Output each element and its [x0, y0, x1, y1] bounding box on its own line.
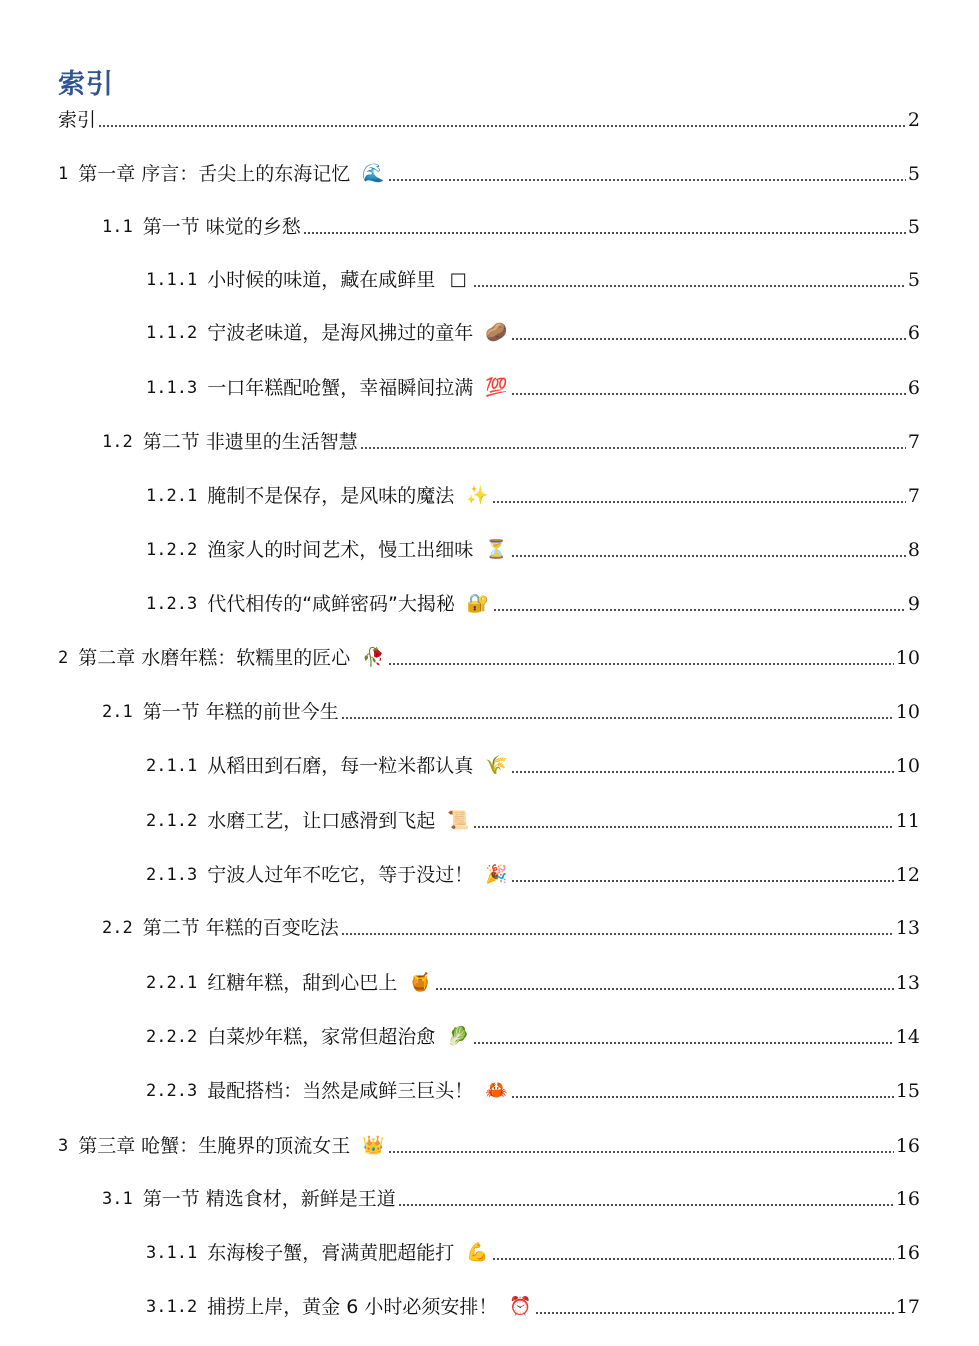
crown-icon: 👑 [362, 1135, 385, 1156]
toc-entry-number: 3.1 [102, 1189, 133, 1209]
toc-entry-page-number: 13 [895, 917, 920, 939]
toc-entry-number: 1.1.1 [146, 270, 198, 290]
toc-entry-title: 东海梭子蟹，膏满黄肥超能打 [207, 1242, 455, 1264]
toc-entry-page-number: 8 [907, 539, 920, 561]
toc-entry-number: 1.1.3 [146, 378, 198, 398]
toc-entry[interactable] [146, 965, 920, 995]
dot-leader [493, 609, 906, 611]
flower-icon: 🥀 [362, 647, 385, 668]
toc-entry-page-number: 5 [907, 269, 920, 291]
toc-entry-number: 2.2 [102, 918, 133, 938]
dot-leader [360, 447, 906, 449]
toc-entry-page-number: 6 [907, 377, 920, 399]
sparkles-icon: ✨ [466, 485, 489, 506]
toc-entry[interactable] [146, 315, 920, 345]
toc-entry[interactable] [146, 586, 920, 616]
toc-entry-title: 红糖年糕，甜到心巴上 [207, 972, 398, 994]
dot-leader [492, 1258, 894, 1260]
scroll-icon: 📜 [447, 810, 470, 831]
toc-entry[interactable] [146, 370, 920, 400]
dot-leader [535, 1312, 893, 1314]
dot-leader [388, 179, 906, 181]
toc-entry-title: 从稻田到石磨，每一粒米都认真 [207, 755, 474, 777]
toc-entry-title: 小时候的味道，藏在咸鲜里 [207, 269, 436, 291]
toc-entry-title: 腌制不是保存，是风味的魔法 [207, 485, 455, 507]
toc-entry-title: 渔家人的时间艺术，慢工出细味 [207, 539, 474, 561]
wave-icon: 🌊 [362, 163, 385, 184]
toc-entry-title: 第一章 序言：舌尖上的东海记忆 [78, 163, 351, 185]
toc-entry-number: 1.2.2 [146, 540, 198, 560]
dot-leader [303, 232, 906, 234]
toc-entry-title: 白菜炒年糕，家常但超治愈 [207, 1026, 436, 1048]
crab-icon: 🦀 [485, 1080, 508, 1101]
toc-entry-title: 第一节 年糕的前世今生 [142, 701, 339, 723]
toc-entry[interactable] [102, 1181, 920, 1211]
toc-entry-title: 宁波老味道，是海风拂过的童年 [207, 322, 474, 344]
toc-entry-page-number: 2 [907, 109, 920, 131]
toc-entry-number: 3.1.1 [146, 1243, 198, 1263]
toc-entry-page-number: 10 [895, 755, 920, 777]
toc-entry-title: 第二节 年糕的百变吃法 [142, 917, 339, 939]
toc-entry-title: 代代相传的“咸鲜密码”大揭秘 [207, 593, 455, 615]
hourglass-icon: ⏳ [485, 539, 508, 560]
toc-entry-title: 第二章 水磨年糕：软糯里的匠心 [78, 647, 351, 669]
toc-entry-title: 第一节 味觉的乡愁 [142, 216, 301, 238]
alarm-clock-icon: ⏰ [509, 1296, 532, 1317]
toc-entry-page-number: 17 [895, 1296, 920, 1318]
toc-entry-page-number: 6 [907, 322, 920, 344]
toc-entry[interactable] [146, 1235, 920, 1265]
toc-entry[interactable] [58, 102, 920, 132]
dot-leader [98, 125, 906, 127]
toc-entry-title: 一口年糕配呛蟹，幸福瞬间拉满 [207, 377, 474, 399]
toc-entry-page-number: 11 [895, 810, 920, 832]
dot-leader [511, 555, 906, 557]
rice-plant-icon: 🌾 [485, 755, 508, 776]
toc-entry[interactable] [146, 532, 920, 562]
toc-entry-number: 1 [58, 164, 69, 184]
toc-entry-number: 2 [58, 648, 69, 668]
toc-entry-title: 第三章 呛蟹：生腌界的顶流女王 [78, 1135, 351, 1157]
toc-entry[interactable] [146, 262, 920, 292]
dot-leader [388, 663, 894, 665]
toc-entry-page-number: 10 [895, 647, 920, 669]
toc-entry-page-number: 13 [895, 972, 920, 994]
toc-entry-page-number: 5 [907, 216, 920, 238]
toc-entry-page-number: 12 [895, 864, 920, 886]
toc-entry-number: 2.2.1 [146, 973, 198, 993]
toc-entry[interactable] [146, 1019, 920, 1049]
toc-entry-number: 1.1 [102, 217, 133, 237]
dot-leader [388, 1151, 894, 1153]
dot-leader [492, 501, 906, 503]
toc-entry-page-number: 7 [907, 431, 920, 453]
toc-entry-number: 2.2.2 [146, 1027, 198, 1047]
toc-entry-page-number: 14 [895, 1026, 920, 1048]
toc-entry-page-number: 16 [895, 1242, 920, 1264]
toc-entry[interactable] [146, 803, 920, 833]
page-title: 索引 [58, 69, 114, 100]
toc-entry[interactable] [146, 857, 920, 887]
toc-entry-page-number: 9 [907, 593, 920, 615]
toc-entry-title: 宁波人过年不吃它，等于没过！ [207, 864, 474, 886]
leafy-green-icon: 🥬 [447, 1026, 470, 1047]
toc-entry[interactable] [146, 478, 920, 508]
toc-entry-page-number: 10 [895, 701, 920, 723]
toc-entry-number: 1.2.1 [146, 486, 198, 506]
toc-entry-page-number: 5 [907, 163, 920, 185]
toc-entry[interactable] [102, 910, 920, 940]
dot-leader [341, 933, 894, 935]
toc-entry-number: 1.2 [102, 432, 133, 452]
toc-entry-title: 第二节 非遗里的生活智慧 [142, 431, 358, 453]
toc-entry[interactable] [58, 1128, 920, 1158]
toc-entry[interactable] [58, 156, 920, 186]
dot-leader [435, 988, 894, 990]
toc-entry-page-number: 15 [895, 1080, 920, 1102]
toc-entry-number: 1.1.2 [146, 323, 198, 343]
dot-leader [473, 826, 894, 828]
lock-icon: 🔐 [466, 593, 490, 614]
toc-entry-number: 1.2.3 [146, 594, 198, 614]
toc-entry-title: 第一节 精选食材，新鲜是王道 [142, 1188, 396, 1210]
dot-leader [511, 771, 894, 773]
toc-entry-title: 最配搭档：当然是咸鲜三巨头！ [207, 1080, 474, 1102]
toc-entry-number: 2.1.1 [146, 756, 198, 776]
toc-entry[interactable] [58, 640, 920, 670]
dot-leader [341, 717, 894, 719]
toc-entry[interactable] [146, 748, 920, 778]
toc-entry-title: 索引 [58, 109, 97, 131]
toc-entry-page-number: 16 [895, 1188, 920, 1210]
toc-entry-number: 3.1.2 [146, 1297, 198, 1317]
dot-leader [511, 880, 894, 882]
missing-glyph-icon: □ [449, 269, 467, 290]
toc-entry[interactable] [102, 694, 920, 724]
potato-icon: 🥔 [485, 322, 508, 343]
dot-leader [473, 285, 906, 287]
toc-entry-title: 捕捞上岸，黄金 6 小时必须安排！ [207, 1296, 498, 1318]
toc-entry-number: 2.2.3 [146, 1081, 198, 1101]
dot-leader [511, 338, 906, 340]
honey-pot-icon: 🍯 [409, 972, 432, 993]
toc-entry-title: 水磨工艺，让口感滑到飞起 [207, 810, 436, 832]
party-popper-icon: 🎉 [485, 864, 508, 885]
toc-entry[interactable] [102, 424, 920, 454]
toc-entry-number: 2.1.3 [146, 865, 198, 885]
toc-entry[interactable] [146, 1289, 920, 1319]
dot-leader [511, 1096, 894, 1098]
dot-leader [473, 1042, 894, 1044]
toc-entry-page-number: 16 [895, 1135, 920, 1157]
toc-entry[interactable] [102, 209, 920, 239]
toc-entry-number: 2.1.2 [146, 811, 198, 831]
toc-entry-number: 3 [58, 1136, 69, 1156]
toc-entry[interactable] [146, 1073, 920, 1103]
toc-entry-page-number: 7 [907, 485, 920, 507]
toc-entry-number: 2.1 [102, 702, 133, 722]
dot-leader [398, 1204, 894, 1206]
flexed-biceps-icon: 💪 [466, 1242, 489, 1263]
hundred-points-icon: 💯 [485, 377, 508, 398]
dot-leader [511, 393, 906, 395]
